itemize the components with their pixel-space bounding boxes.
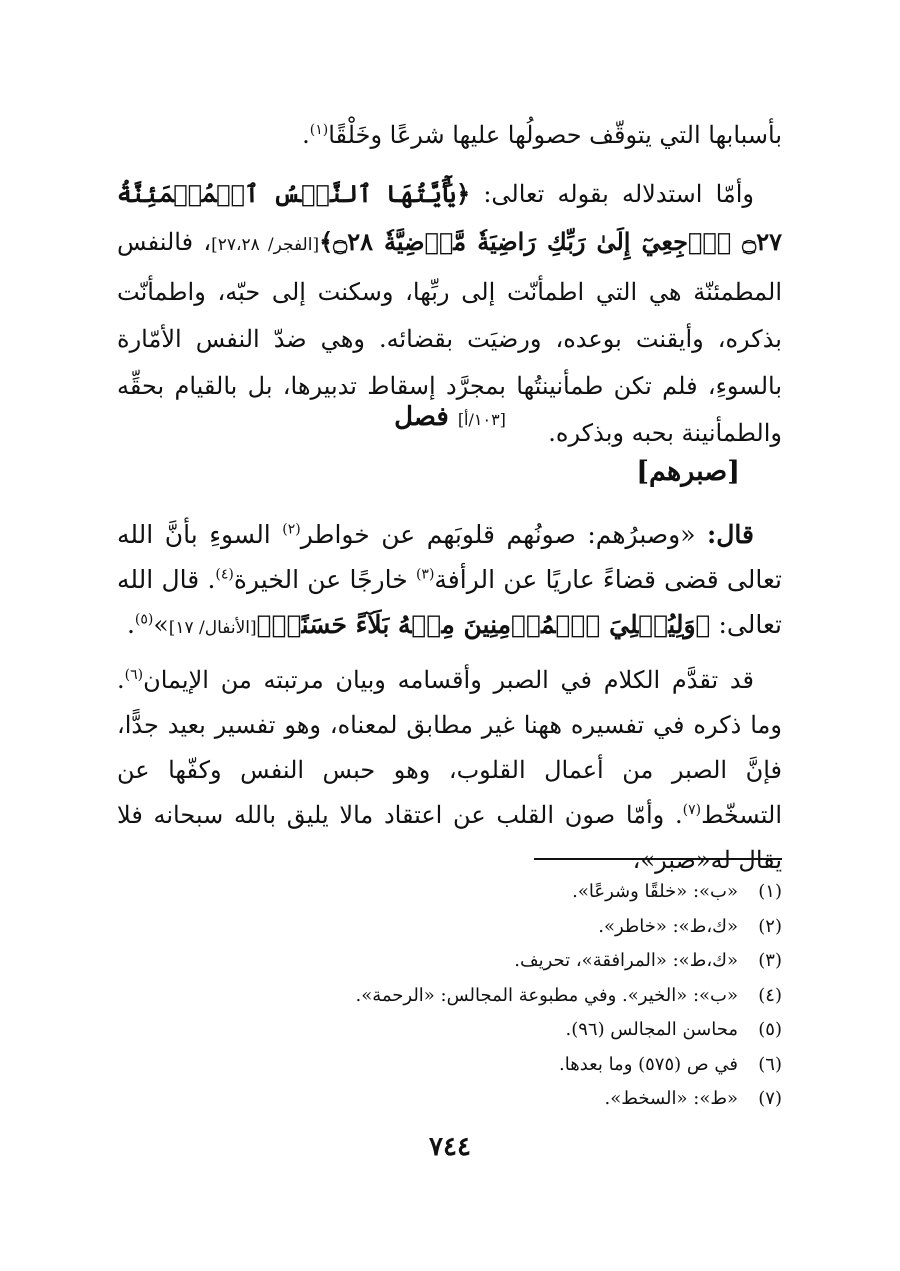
footnote-ref[interactable]: (١) bbox=[309, 122, 329, 138]
paragraph-text: . قال الله تعالى: bbox=[117, 565, 782, 639]
verse-reference: [الفجر/ ٢٧،٢٨] bbox=[211, 235, 320, 255]
footnote-text: «ط»: «السخط». bbox=[604, 1088, 738, 1109]
footnote-number: (٦) bbox=[758, 1053, 782, 1075]
footnote-number: (٢) bbox=[758, 915, 782, 937]
paragraph-text: قد تقدَّم الكلام في الصبر وأقسامه وبيان مرتبته من الإيمان bbox=[143, 666, 754, 694]
footnote-ref[interactable]: (٤) bbox=[215, 566, 234, 583]
qala-label: قال: bbox=[707, 520, 754, 549]
punctuation: » bbox=[153, 610, 169, 639]
footnote-ref[interactable]: (٦) bbox=[124, 667, 144, 683]
footnote-ref[interactable]: (٢) bbox=[282, 521, 301, 538]
footnote-text: «ك،ط»: «خاطر». bbox=[598, 915, 738, 937]
punctuation: . bbox=[302, 121, 310, 149]
footnote-number: (٤) bbox=[758, 984, 782, 1006]
verse-reference: [الأنفال/ ١٧] bbox=[168, 618, 257, 638]
section-title bbox=[0, 402, 900, 432]
page-number: ٧٤٤ bbox=[429, 1132, 471, 1162]
paragraph-commentary bbox=[117, 658, 782, 883]
quran-verse: ﴿يَٰٓأَيَّتُهَا ٱلنَّفۡسُ ٱلۡمُطۡمَئِنَّةُ ۝٢٧ ٱرۡجِعِيٓ إِلَىٰ رَبِّكِ رَاضِيَةٗ مَّرۡضِيَّةٗ ۝٢٨﴾ bbox=[117, 179, 782, 256]
paragraph-text: وأمّا استدلاله بقوله تعالى: bbox=[470, 180, 755, 208]
footnote-ref[interactable]: (٥) bbox=[134, 611, 154, 628]
footnote-text: في ص (٥٧٥) وما بعدها. bbox=[559, 1053, 738, 1075]
footnote-item bbox=[117, 944, 782, 979]
footnote-text: محاسن المجالس (٩٦). bbox=[565, 1019, 738, 1040]
section-heading: [صبرهم] bbox=[636, 456, 740, 487]
paragraph-text: بأسبابها التي يتوقّف حصولُها عليها شرعًا وخَلْقًا bbox=[328, 121, 782, 149]
fasl-title: فصل bbox=[394, 402, 449, 432]
footnote-text: «ك،ط»: «المرافقة»، تحريف. bbox=[514, 950, 738, 971]
paragraph-text: . وما ذكره في تفسيره ههنا غير مطابق لمعناه، وهو تفسير بعيد جدًّا، فإنَّ الصبر من أعمال القلوب، وهو حبس النفس وكفّها عن التسخّط bbox=[117, 666, 782, 829]
footnote-item bbox=[117, 910, 782, 945]
footnote-item bbox=[117, 875, 782, 910]
footnote-number: (٧) bbox=[758, 1088, 782, 1109]
footnote-item bbox=[117, 1082, 782, 1117]
paragraph-text: ، فالنفس المطمئنّة هي التي اطمأنّت إلى ربِّها، وسكنت إلى حبّه، واطمأنّت بذكره، وأيقنت بوعده، ورضيَت بقضائه. وهي ضدّ النفس الأمّارة بالسوءِ، فلم تكن طمأنينتُها بمجرَّد إسقاط تدبيرها، بل بالقيام بحقِّه والطمأنينة بحبه وبذكره. bbox=[117, 228, 783, 447]
footnote-item bbox=[117, 1013, 782, 1048]
footnote-number: (١) bbox=[758, 881, 782, 902]
footnote-number: (٥) bbox=[758, 1019, 782, 1040]
footnote-ref[interactable]: (٧) bbox=[682, 802, 702, 818]
footnote-divider bbox=[534, 858, 782, 860]
paragraph-text: خارجًا عن الخيرة bbox=[233, 565, 416, 594]
footnote-item bbox=[117, 979, 782, 1014]
footnote-text: «ب»: «الخير». وفي مطبوعة المجالس: «الرحمة». bbox=[355, 984, 738, 1006]
footnotes-list bbox=[117, 875, 782, 1117]
manuscript-folio-ref: [١٠٣/أ] bbox=[457, 410, 506, 429]
paragraph-quote bbox=[117, 512, 782, 651]
footnote-ref[interactable]: (٣) bbox=[415, 566, 435, 583]
footnote-number: (٣) bbox=[758, 950, 782, 971]
paragraph-text: السوءِ بأنَّ الله تعالى قضى قضاءً عاريًا عن الرأفة bbox=[117, 520, 782, 594]
quran-verse: ﴿وَلِيُبۡلِيَ ٱلۡمُؤۡمِنِينَ مِنۡهُ بَلَآءً حَسَنًاۚ﴾ bbox=[256, 610, 711, 639]
footnote-text: «ب»: «خلقًا وشرعًا». bbox=[572, 881, 738, 902]
footnote-item bbox=[117, 1048, 782, 1083]
punctuation: . bbox=[126, 610, 135, 639]
paragraph-text: . وأمّا صون القلب عن اعتقاد مالا يليق بالله سبحانه فلا يقال له«صبر»، bbox=[117, 801, 782, 874]
paragraph-text: «وصبرُهم: صونُهم قلوبَهم عن خواطر bbox=[300, 520, 708, 549]
paragraph-continuation bbox=[117, 112, 782, 159]
